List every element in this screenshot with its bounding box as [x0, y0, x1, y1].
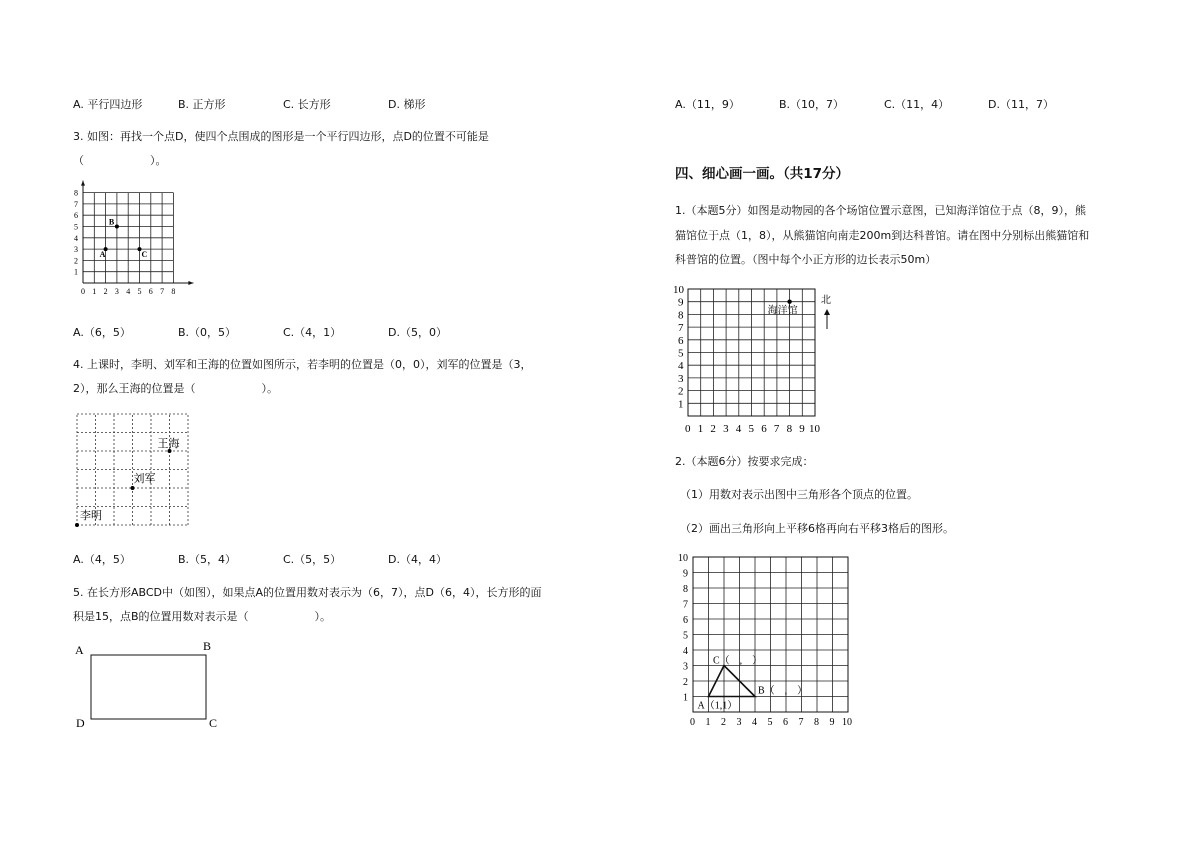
y-tick-label: 9 [683, 568, 688, 580]
y-tick-label: 1 [683, 692, 688, 704]
q2-option-b: B. 正方形 [178, 98, 226, 111]
y-tick-label: 3 [678, 372, 684, 385]
q3-option-a: A.（6，5） [73, 326, 131, 339]
corner-label-d: D [76, 716, 85, 730]
rectangle-abcd [91, 655, 206, 719]
x-tick-label: 6 [761, 423, 767, 435]
x-tick-label: 10 [842, 717, 852, 728]
x-tick-label: 8 [786, 423, 793, 435]
prev-option-a: A.（11，9） [675, 98, 740, 111]
point-label-c: C [141, 250, 148, 260]
point-liujun [131, 486, 135, 490]
y-tick-label: 7 [683, 599, 688, 611]
x-tick-label: 7 [773, 423, 780, 435]
q3-text-line2: （ ）。 [73, 154, 167, 167]
y-tick-label: 7 [74, 199, 78, 209]
corner-label-c: C [209, 716, 218, 730]
north-label: 北 [821, 295, 831, 306]
r-q2-title: 2.（本题6分）按要求完成： [675, 455, 814, 468]
vertex-label-a: A（1,1） [697, 700, 738, 712]
prev-option-b: B.（10，7） [779, 98, 845, 111]
x-tick-label: 7 [160, 287, 165, 296]
vertex-label-b: B（ , ） [758, 685, 808, 697]
q4-option-d: D.（4，4） [388, 553, 447, 566]
y-tick-label: 8 [74, 188, 78, 198]
r-q1-line1: 1.（本题5分）如图是动物园的各个场馆位置示意图，已知海洋馆位于点（8，9），熊 [675, 204, 1086, 217]
point-liming-label: 李明 [80, 509, 102, 522]
q3-coordinate-grid [70, 185, 190, 305]
x-tick-label: 1 [92, 287, 97, 296]
x-tick-label: 10 [809, 423, 820, 435]
y-tick-label: 3 [74, 245, 78, 255]
corner-label-a: A [75, 643, 84, 657]
ocean-hall-label: 海洋馆 [767, 305, 798, 317]
y-tick-label: 4 [683, 646, 688, 657]
q4-text-line2: 2），那么王海的位置是（ ）。 [73, 382, 278, 395]
y-tick-label: 10 [678, 553, 688, 564]
section-title: 四、细心画一画。（共17分） [675, 166, 850, 182]
y-tick-label: 2 [683, 677, 688, 688]
q4-option-b: B.（5，4） [178, 553, 237, 566]
q5-text-line1: 5. 在长方形ABCD中（如图），如果点A的位置用数对表示为（6，7），点D（6，4），长方形的面 [73, 586, 542, 599]
y-tick-label: 2 [74, 256, 78, 266]
q2-option-c: C. 长方形 [283, 98, 331, 111]
prev-option-d: D.（11，7） [988, 98, 1054, 111]
q4-seating-grid [70, 410, 190, 530]
y-tick-label: 6 [678, 334, 684, 347]
r-q1-line2: 猫馆位于点（1，8），从熊猫馆向南走200m到达科普馆。请在图中分别标出熊猫馆和 [675, 229, 1090, 242]
prev-option-c: C.（11，4） [884, 98, 950, 111]
point-label-a: A [99, 250, 106, 260]
y-tick-label: 8 [683, 584, 688, 595]
x-tick-label: 5 [748, 423, 754, 435]
x-tick-label: 5 [137, 287, 142, 296]
q2-option-d: D. 梯形 [388, 98, 426, 111]
q3-option-c: C.（4，1） [283, 326, 342, 339]
y-tick-label: 1 [678, 398, 684, 411]
zoo-map-grid [673, 284, 831, 436]
x-tick-label: 1 [705, 717, 711, 728]
x-tick-label: 0 [81, 287, 85, 296]
x-tick-label: 6 [148, 287, 153, 296]
point-b [115, 225, 119, 229]
x-tick-label: 9 [799, 423, 805, 435]
point-liujun-label: 刘军 [133, 472, 156, 485]
point-label-b: B [108, 217, 115, 227]
x-tick-label: 7 [798, 717, 804, 728]
r-q2-sub1: （1）用数对表示出图中三角形各个顶点的位置。 [680, 488, 918, 501]
x-tick-label: 0 [685, 423, 691, 435]
r-q1-line3: 科普馆的位置。（图中每个小正方形的边长表示50m） [675, 253, 937, 266]
x-axis-arrow [188, 281, 193, 285]
vertex-label-c: C（ , ） [713, 655, 763, 667]
y-tick-label: 1 [74, 267, 78, 277]
y-axis-arrow [81, 181, 85, 186]
y-tick-label: 4 [678, 360, 684, 373]
q3-option-d: D.（5，0） [388, 326, 447, 339]
y-tick-label: 6 [683, 615, 688, 626]
x-tick-label: 3 [723, 423, 729, 435]
q3-text-line1: 3. 如图：再找一个点D，使四个点围成的图形是一个平行四边形，点D的位置不可能是 [73, 130, 489, 143]
q5-rectangle-figure [70, 638, 230, 738]
y-tick-label: 5 [74, 222, 78, 232]
q4-option-a: A.（4，5） [73, 553, 131, 566]
r-q2-sub2: （2）画出三角形向上平移6格再向右平移3格后的图形。 [680, 522, 954, 535]
x-tick-label: 3 [736, 717, 742, 728]
y-tick-label: 2 [678, 385, 684, 398]
q5-text-line2: 积是15，点B的位置用数对表示是（ ）。 [73, 610, 332, 623]
corner-label-b: B [203, 639, 212, 653]
x-tick-label: 2 [710, 423, 716, 435]
y-tick-label: 3 [683, 661, 688, 673]
y-tick-label: 7 [678, 322, 684, 335]
y-tick-label: 5 [678, 347, 684, 360]
point-wanghai-label: 王海 [157, 437, 180, 450]
y-tick-label: 5 [683, 630, 688, 642]
x-tick-label: 1 [697, 423, 704, 435]
x-tick-label: 6 [783, 717, 788, 728]
x-tick-label: 8 [171, 287, 176, 296]
north-arrow-head-icon [824, 309, 830, 315]
x-tick-label: 2 [721, 717, 726, 728]
x-tick-label: 5 [767, 717, 773, 728]
y-tick-label: 10 [673, 284, 684, 296]
x-tick-label: 9 [829, 717, 835, 728]
point-liming [75, 523, 79, 527]
q4-option-c: C.（5，5） [283, 553, 342, 566]
y-tick-label: 9 [678, 296, 684, 309]
y-tick-label: 6 [74, 211, 78, 221]
x-tick-label: 4 [126, 287, 131, 296]
y-tick-label: 8 [678, 309, 684, 322]
triangle-grid [676, 553, 856, 750]
q2-option-a: A. 平行四边形 [73, 98, 143, 111]
q3-option-b: B.（0，5） [178, 326, 237, 339]
x-tick-label: 2 [103, 287, 108, 296]
q4-text-line1: 4. 上课时，李明、刘军和王海的位置如图所示，若李明的位置是（0，0），刘军的位置是（3， [73, 358, 532, 371]
x-tick-label: 8 [814, 717, 819, 728]
x-tick-label: 4 [735, 423, 742, 435]
x-tick-label: 0 [690, 717, 695, 728]
ocean-hall-point [787, 300, 791, 304]
y-tick-label: 4 [74, 233, 78, 243]
x-tick-label: 3 [114, 287, 119, 296]
x-tick-label: 4 [752, 717, 757, 728]
